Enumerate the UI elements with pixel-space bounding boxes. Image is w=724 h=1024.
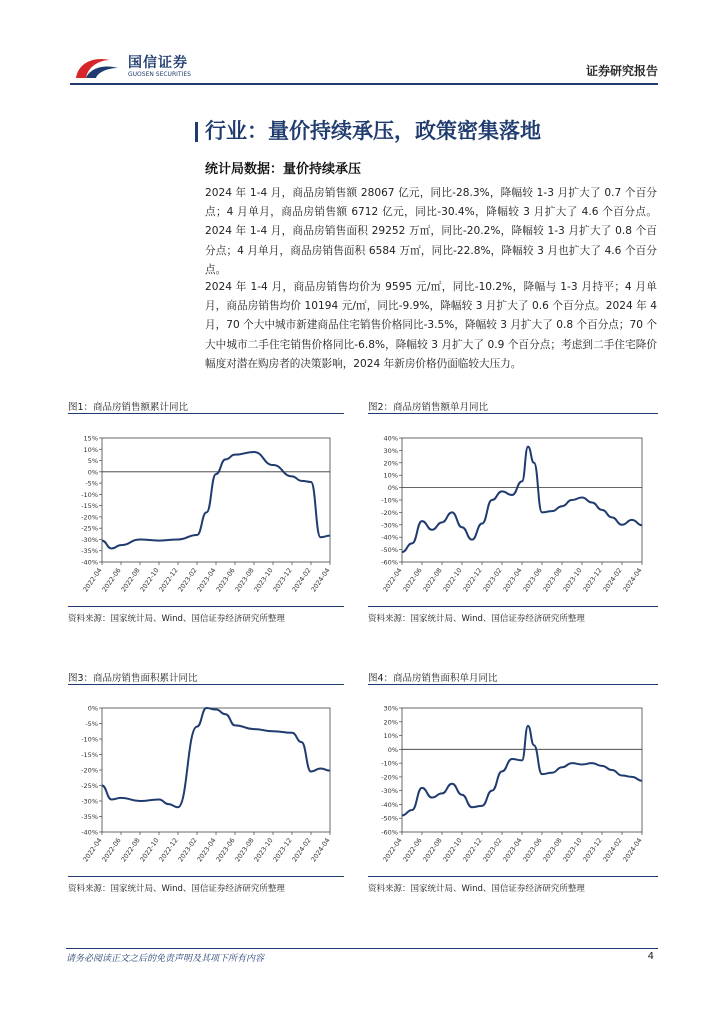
y-tick-label: 30% xyxy=(383,704,398,713)
x-tick-label: 2022-12 xyxy=(461,836,484,864)
plot-frame xyxy=(102,438,330,562)
y-tick-label: 40% xyxy=(383,434,398,443)
x-tick-label: 2022-06 xyxy=(100,566,123,594)
y-tick-label: 20% xyxy=(383,718,398,727)
y-tick-label: -20% xyxy=(381,773,398,782)
x-tick-label: 2023-12 xyxy=(271,566,294,594)
x-tick-label: 2024-04 xyxy=(309,566,332,594)
x-tick-label: 2024-04 xyxy=(621,836,644,864)
y-tick-label: 10% xyxy=(383,471,398,480)
figure-4-chart xyxy=(366,700,658,872)
x-tick-label: 2024-02 xyxy=(601,836,624,864)
title-accent-bar xyxy=(195,122,198,142)
x-tick-label: 2022-08 xyxy=(119,836,142,864)
x-tick-label: 2023-12 xyxy=(581,566,604,594)
x-tick-label: 2023-06 xyxy=(214,836,237,864)
y-tick-label: -40% xyxy=(81,828,98,837)
x-tick-label: 2024-02 xyxy=(290,566,313,594)
figure-2-source: 资料来源：国家统计局、Wind、国信证券经济研究所整理 xyxy=(368,614,585,624)
logo-name-en: GUOSEN SECURITIES xyxy=(128,71,191,78)
figure-3-source: 资料来源：国家统计局、Wind、国信证券经济研究所整理 xyxy=(68,884,285,894)
x-tick-label: 2022-12 xyxy=(157,836,180,864)
series-line xyxy=(102,452,330,548)
x-tick-label: 2022-10 xyxy=(441,836,464,864)
x-tick-label: 2022-04 xyxy=(381,566,404,594)
x-tick-label: 2023-12 xyxy=(271,836,294,864)
footer-disclaimer[interactable]: 请务必阅读正文之后的免责声明及其项下所有内容 xyxy=(66,954,265,964)
x-tick-label: 2022-04 xyxy=(81,566,104,594)
y-tick-label: -60% xyxy=(381,558,398,567)
y-tick-label: -20% xyxy=(81,766,98,775)
y-tick-label: -40% xyxy=(381,800,398,809)
y-tick-label: -30% xyxy=(81,797,98,806)
y-tick-label: -35% xyxy=(81,547,98,556)
x-tick-label: 2023-04 xyxy=(501,836,524,864)
y-tick-label: -5% xyxy=(85,720,98,728)
x-tick-label: 2023-08 xyxy=(541,836,564,864)
figure-2-chart xyxy=(366,430,658,602)
figure-4-rule xyxy=(368,684,658,685)
series-line xyxy=(102,708,330,807)
subheading: 统计局数据：量价持续承压 xyxy=(205,162,362,177)
x-tick-label: 2024-04 xyxy=(621,566,644,594)
y-tick-label: 20% xyxy=(383,459,398,468)
series-line xyxy=(402,447,642,552)
plot-frame xyxy=(402,708,642,832)
y-tick-label: 0% xyxy=(87,704,98,713)
y-tick-label: -15% xyxy=(81,751,98,759)
x-tick-label: 2022-08 xyxy=(119,566,142,594)
y-tick-label: 10% xyxy=(83,445,98,454)
header-divider xyxy=(70,83,658,85)
report-type: 证券研究报告 xyxy=(585,64,658,78)
logo-mark-icon xyxy=(70,50,126,84)
x-tick-label: 2022-08 xyxy=(421,566,444,594)
y-tick-label: 15% xyxy=(83,434,98,443)
x-tick-label: 2024-04 xyxy=(309,836,332,864)
y-tick-label: -20% xyxy=(381,508,398,517)
y-tick-label: -10% xyxy=(381,496,398,505)
x-tick-label: 2022-10 xyxy=(138,566,161,594)
x-tick-label: 2023-10 xyxy=(561,566,584,594)
figure-1-title: 图1：商品房销售额累计同比 xyxy=(68,402,189,413)
y-tick-label: -25% xyxy=(81,782,98,790)
figure-2-rule xyxy=(368,413,658,414)
y-tick-label: -40% xyxy=(381,533,398,542)
x-tick-label: 2022-12 xyxy=(157,566,180,594)
x-tick-label: 2022-04 xyxy=(381,836,404,864)
figure-3-rule xyxy=(68,684,344,685)
y-tick-label: 10% xyxy=(383,732,398,741)
figure-1-source: 资料来源：国家统计局、Wind、国信证券经济研究所整理 xyxy=(68,614,285,624)
x-tick-label: 2023-04 xyxy=(195,836,218,864)
logo-name-cn: 国信证券 xyxy=(128,55,188,71)
x-tick-label: 2023-08 xyxy=(233,836,256,864)
y-tick-label: -20% xyxy=(81,513,98,522)
paragraph-prices: 2024 年 1-4 月，商品房销售均价为 9595 元/㎡，同比-10.2%，降幅与 1-3 月持平；4 月单月，商品房销售均价 10194 元/㎡，同比-9.9%，降幅较 3 月扩大了 0.6 个百分点。2024 年 4 月，70 个大中城市新建商品住宅销售价格同比-3.5%，降幅较 3 月扩大了 0.8 个百分点；70 个大中城市二手住宅销售价格同比-6.8%，降幅较 3 月扩大了 0.9 个百分点；考虑到二手住宅降价幅度对潜在购房者的决策影响，2024 年新房价格仍面临较大压力。 xyxy=(205,281,657,370)
x-tick-label: 2022-10 xyxy=(441,566,464,594)
y-tick-label: -30% xyxy=(381,787,398,796)
paragraph-sales: 2024 年 1-4 月，商品房销售额 28067 亿元，同比-28.3%，降幅较 1-3 月扩大了 0.7 个百分点；4 月单月，商品房销售额 6712 亿元，同比-30.4%，降幅较 3 月扩大了 4.6 个百分点。2024 年 1-4 月，商品房销售面积 29252 万㎡，同比-20.2%，降幅较 1-3 月扩大了 0.8 个百分点；4 月单月，商品房销售面积 6584 万㎡，同比-22.8%，降幅较 3 月也扩大了 4.6 个百分点。 xyxy=(205,187,657,276)
x-tick-label: 2023-10 xyxy=(252,566,275,594)
y-tick-label: -30% xyxy=(381,521,398,530)
x-tick-label: 2023-02 xyxy=(176,836,199,864)
figure-3-bottom-rule xyxy=(68,876,344,877)
x-tick-label: 2023-06 xyxy=(521,836,544,864)
x-tick-label: 2023-08 xyxy=(233,566,256,594)
x-tick-label: 2022-04 xyxy=(81,836,104,864)
figure-1-chart xyxy=(66,430,346,602)
y-tick-label: 0% xyxy=(87,468,98,477)
x-tick-label: 2023-02 xyxy=(176,566,199,594)
y-tick-label: 0% xyxy=(387,745,398,754)
y-tick-label: -40% xyxy=(81,558,98,567)
y-tick-label: -10% xyxy=(381,759,398,768)
x-tick-label: 2024-02 xyxy=(601,566,624,594)
x-tick-label: 2023-04 xyxy=(501,566,524,594)
figure-2-title: 图2：商品房销售额单月同比 xyxy=(368,402,489,413)
x-tick-label: 2023-10 xyxy=(252,836,275,864)
y-tick-label: -50% xyxy=(381,814,398,823)
x-tick-label: 2022-06 xyxy=(401,566,424,594)
x-tick-label: 2023-12 xyxy=(581,836,604,864)
figure-4-bottom-rule xyxy=(368,876,658,877)
x-tick-label: 2023-06 xyxy=(214,566,237,594)
section-title: 行业：量价持续承压，政策密集落地 xyxy=(205,119,541,143)
x-tick-label: 2023-04 xyxy=(195,566,218,594)
x-tick-label: 2022-08 xyxy=(421,836,444,864)
y-tick-label: -25% xyxy=(81,524,98,533)
series-line xyxy=(402,726,642,816)
x-tick-label: 2023-08 xyxy=(541,566,564,594)
figure-3-chart xyxy=(66,700,346,872)
figure-4-source: 资料来源：国家统计局、Wind、国信证券经济研究所整理 xyxy=(368,884,585,894)
x-tick-label: 2022-12 xyxy=(461,566,484,594)
plot-frame xyxy=(102,708,330,832)
figure-1-rule xyxy=(68,413,344,414)
figure-4-title: 图4：商品房销售面积单月同比 xyxy=(368,673,498,684)
plot-frame xyxy=(402,438,642,562)
x-tick-label: 2023-02 xyxy=(481,566,504,594)
page-number: 4 xyxy=(647,951,654,962)
y-tick-label: 5% xyxy=(87,457,98,466)
footer-divider xyxy=(66,948,658,949)
y-tick-label: -5% xyxy=(85,479,98,488)
y-tick-label: -35% xyxy=(81,813,98,821)
figure-2-bottom-rule xyxy=(368,606,658,607)
y-tick-label: -30% xyxy=(81,535,98,544)
x-tick-label: 2022-10 xyxy=(138,836,161,864)
x-tick-label: 2023-10 xyxy=(561,836,584,864)
x-tick-label: 2023-06 xyxy=(521,566,544,594)
x-tick-label: 2022-06 xyxy=(100,836,123,864)
x-tick-label: 2023-02 xyxy=(481,836,504,864)
x-tick-label: 2024-02 xyxy=(290,836,313,864)
y-tick-label: -10% xyxy=(81,735,98,744)
figure-1-bottom-rule xyxy=(68,606,344,607)
y-tick-label: -60% xyxy=(381,828,398,837)
x-tick-label: 2022-06 xyxy=(401,836,424,864)
y-tick-label: -15% xyxy=(81,502,98,511)
y-tick-label: 0% xyxy=(387,484,398,493)
figure-3-title: 图3：商品房销售面积累计同比 xyxy=(68,673,198,684)
y-tick-label: -10% xyxy=(81,490,98,499)
y-tick-label: -50% xyxy=(381,546,398,555)
y-tick-label: 30% xyxy=(383,446,398,455)
